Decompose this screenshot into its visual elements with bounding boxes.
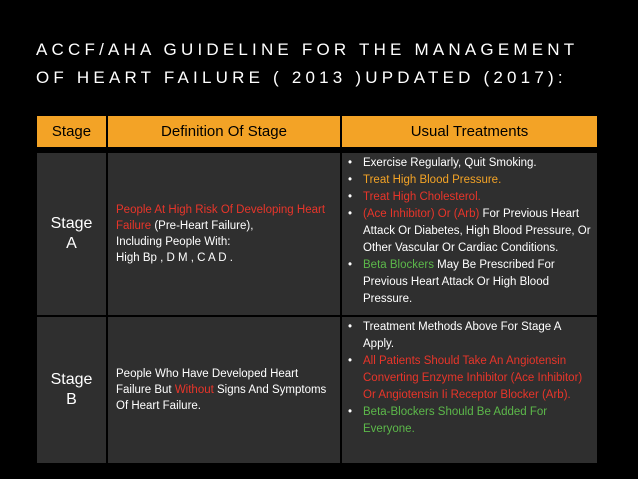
table-row-stage-b [37,316,597,464]
stage-b-label: Stage [50,371,93,388]
treatment-item [358,404,591,438]
header-treatments: Usual Treatments [341,116,597,148]
guideline-table [37,116,597,465]
treatment-text: Treatment Methods Above For Stage A Apply. [363,321,561,350]
stage-a-definition [107,153,341,316]
stage-a-risk-text: People At High Risk Of Developing Heart Failure [116,204,326,232]
treatment-text: Beta-Blockers Should Be Added For Everyone. [363,406,548,435]
table-row-stage-a [37,153,597,316]
stage-b-treatments [341,316,597,464]
treatment-item [358,353,591,404]
treatment-text: Exercise Regularly, Quit Smoking. [363,157,537,169]
stage-b-treatment-list [346,319,591,438]
header-definition: Definition Of Stage [107,116,341,148]
treatment-text: Treat High Blood Pressure. [363,174,502,186]
stage-a-treatment-list [346,155,591,308]
stage-b-definition [107,316,341,464]
treatment-item [358,189,591,206]
treatment-text: For Previous Heart Attack Or Diabetes, High Blood Pressure, Or Other Vascular Or Cardiac Conditions. [363,208,591,254]
stage-b-without-text: Without [174,384,214,396]
stage-a-def-rest2: Including People With: [116,236,231,248]
treatment-text: All Patients Should Take An Angiotensin Converting Enzyme Inhibitor (Ace Inhibitor) Or Angiotensin Ii Receptor Blocker (Arb). [363,355,583,401]
treatment-text: Treat High Cholesterol. [363,191,481,203]
treatment-item [358,257,591,308]
treatment-text: Beta Blockers [363,259,434,271]
stage-a-def-rest3: High Bp , D M , C A D . [116,252,233,264]
table-header-row [37,116,597,148]
stage-a-cell [37,153,107,316]
stage-b-cell [37,316,107,464]
treatment-item [358,155,591,172]
treatment-text: May Be Prescribed For Previous Heart Attack Or High Blood Pressure. [363,259,555,305]
stage-a-label: Stage [50,215,93,232]
treatment-item [358,172,591,189]
slide-title: ACCF/AHA GUIDELINE FOR THE MANAGEMENT OF HEART FAILURE ( 2013 )UPDATED (2017): [36,40,579,87]
stage-a-letter: A [66,235,77,252]
header-stage: Stage [37,116,107,148]
stage-a-treatments [341,153,597,316]
stage-b-letter: B [66,391,77,408]
stage-b-def-p2: Signs And Symptoms Of Heart Failure. [116,384,327,412]
treatment-item [358,319,591,353]
stage-b-def-p1: People Who Have Developed Heart Failure But [116,368,299,396]
treatment-text: (Ace Inhibitor) Or (Arb) [363,208,480,220]
stage-a-def-rest1: (Pre-Heart Failure), [151,220,254,232]
treatment-item [358,206,591,257]
